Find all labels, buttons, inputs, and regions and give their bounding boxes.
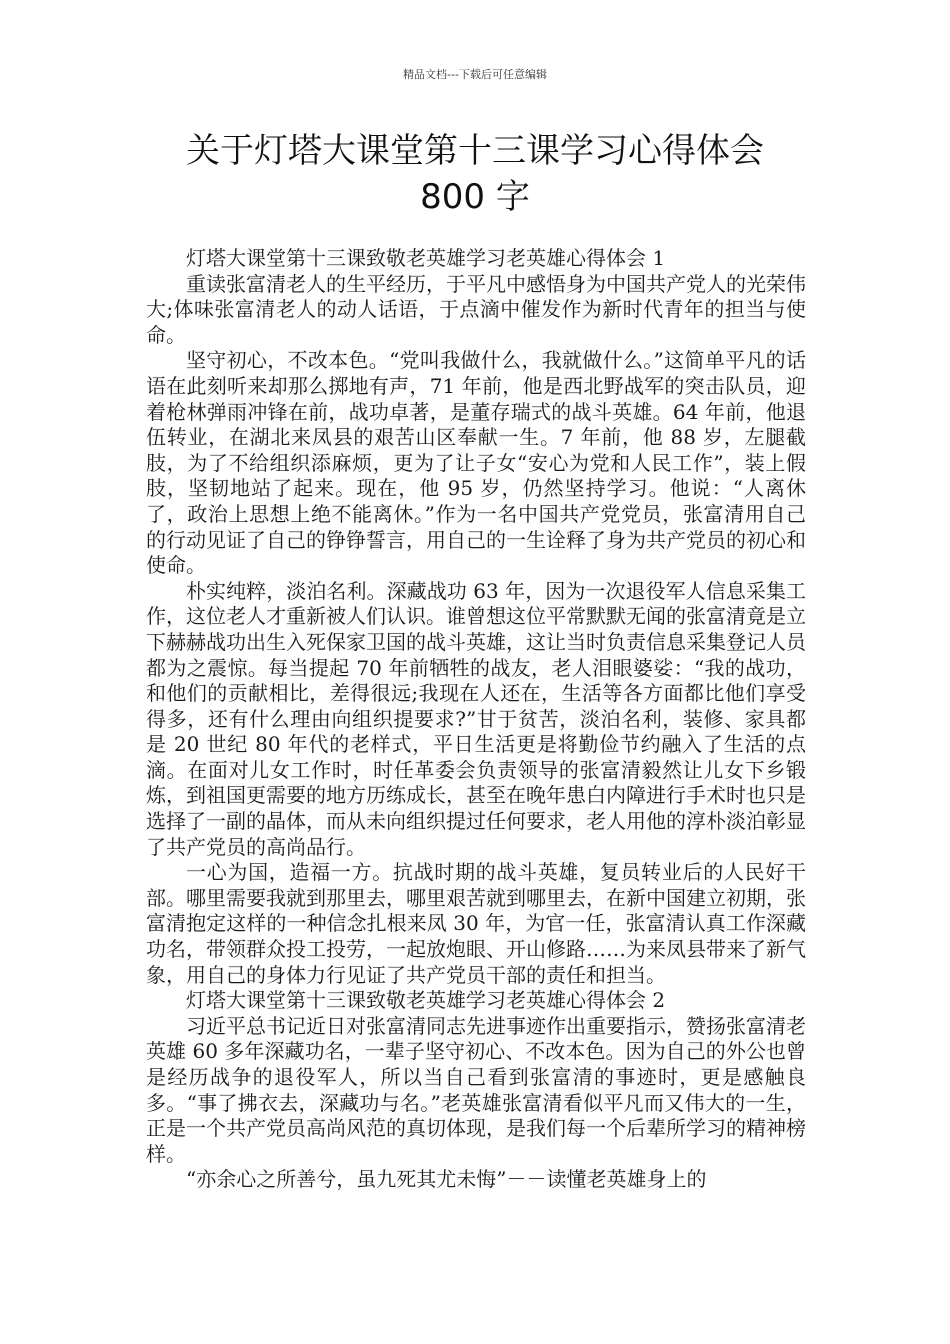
title-line-1: 关于灯塔大课堂第十三课学习心得体会	[186, 131, 764, 171]
document-title	[110, 128, 840, 220]
paragraph: 重读张富清老人的生平经历，于平凡中感悟身为中国共产党人的光荣伟大;体味张富清老人的动人话语，于点滴中催发作为新时代青年的担当与使命。	[146, 271, 806, 347]
paragraph: “亦余心之所善兮，虽九死其尤未悔”－－读懂老英雄身上的	[186, 1167, 707, 1192]
page-header: 精品文档---下载后可任意编辑	[403, 68, 547, 81]
paragraph: 一心为国，造福一方。抗战时期的战斗英雄，复员转业后的人民好干部。哪里需要我就到那里去，哪里艰苦就到哪里去，在新中国建立初期，张富清抱定这样的一种信念扎根来凤 30 年，为官一任，张富清认真工作深藏功名，带领群众投工投劳，一起放炮眼、开山修路……为来凤县带来了新气象，用自己的身体力行见证了共产党员干部的责任和担当。	[146, 860, 806, 987]
section-heading-1: 灯塔大课堂第十三课致敬老英雄学习老英雄心得体会 1	[186, 246, 666, 270]
title-line-2: 800 字	[420, 177, 530, 217]
paragraph: 朴实纯粹，淡泊名利。深藏战功 63 年，因为一次退役军人信息采集工作，这位老人才重新被人们认识。谁曾想这位平常默默无闻的张富清竟是立下赫赫战功出生入死保家卫国的战斗英雄，这让当时负责信息采集登记人员都为之震惊。每当提起 70 年前牺牲的战友，老人泪眼婆娑：“我的战功，和他们的贡献相比，差得很远;我现在人还在，生活等各方面都比他们享受得多，还有什么理由向组织提要求?”甘于贫苦，淡泊名利，装修、家具都是 20 世纪 80 年代的老样式，平日生活更是将勤俭节约融入了生活的点滴。在面对儿女工作时，时任革委会负责领导的张富清毅然让儿女下乡锻炼，到祖国更需要的地方历练成长，甚至在晚年患白内障进行手术时也只是选择了一副的晶体，而从未向组织提过任何要求，老人用他的淳朴淡泊彰显了共产党员的高尚品行。	[146, 578, 806, 859]
paragraph: 坚守初心，不改本色。“党叫我做什么，我就做什么。”这简单平凡的话语在此刻听来却那么掷地有声，71 年前，他是西北野战军的突击队员，迎着枪林弹雨冲锋在前，战功卓著，是董存瑞式的战斗英雄。64 年前，他退伍转业，在湖北来凤县的艰苦山区奉献一生。7 年前，他 88 岁，左腿截肢，为了不给组织添麻烦，更为了让子女“安心为党和人民工作”，装上假肢，坚韧地站了起来。现在，他 95 岁，仍然坚持学习。他说：“人离休了，政治上思想上绝不能离休。”作为一名中国共产党党员，张富清用自己的行动见证了自己的铮铮誓言，用自己的一生诠释了身为共产党员的初心和使命。	[146, 348, 806, 578]
document-body	[146, 246, 806, 1193]
paragraph: 习近平总书记近日对张富清同志先进事迹作出重要指示，赞扬张富清老英雄 60 多年深藏功名，一辈子坚守初心、不改本色。因为自己的外公也曾是经历战争的退役军人，所以当自己看到张富清的事迹时，更是感触良多。“事了拂衣去，深藏功与名。”老英雄张富清看似平凡而又伟大的一生，正是一个共产党员高尚风范的真切体现，是我们每一个后辈所学习的精神榜样。	[146, 1013, 806, 1166]
section-heading-2: 灯塔大课堂第十三课致敬老英雄学习老英雄心得体会 2	[186, 988, 666, 1013]
